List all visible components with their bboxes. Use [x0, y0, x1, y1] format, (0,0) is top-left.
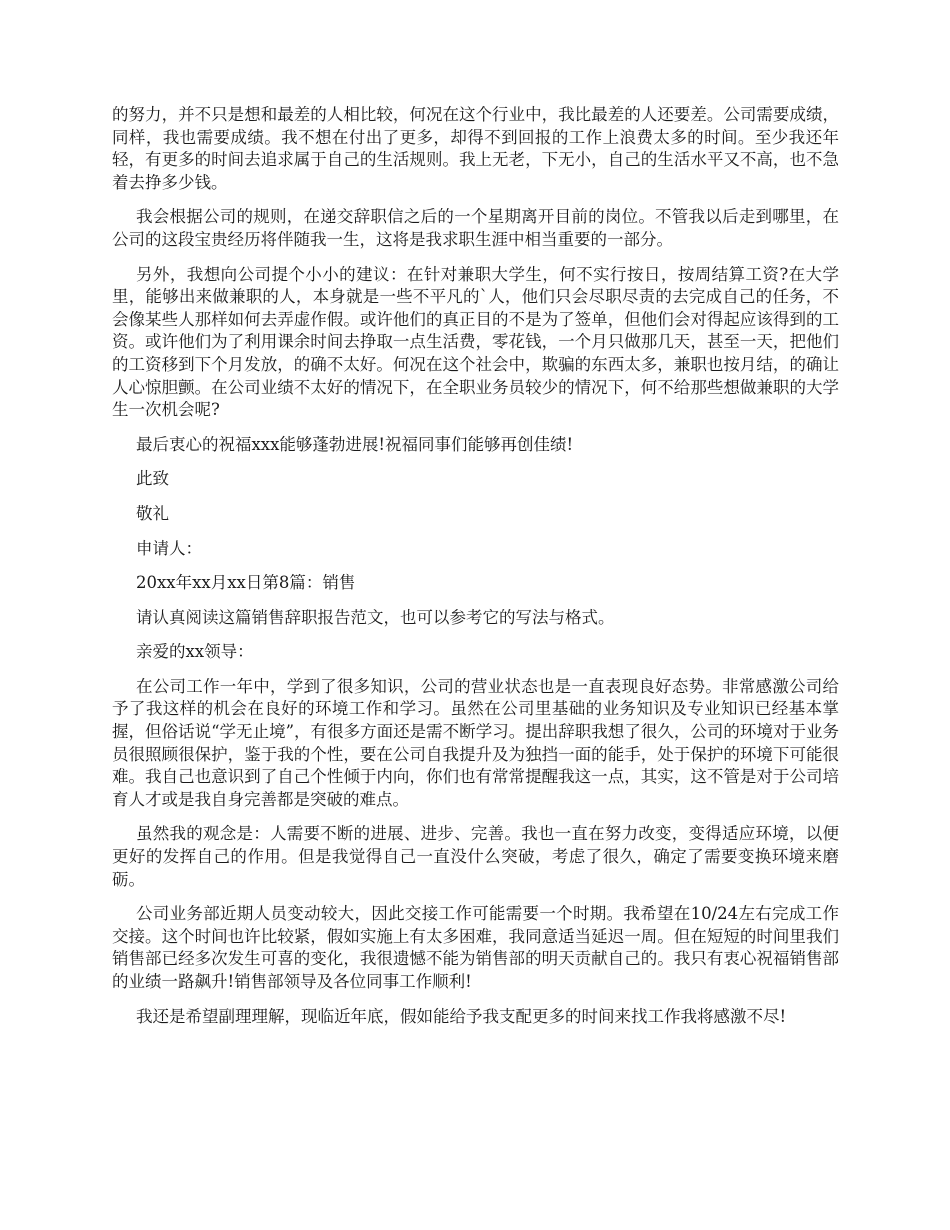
document-body [112, 104, 839, 1040]
applicant-line: 申请人： [136, 538, 202, 558]
closing-cizhi: 此致 [136, 469, 169, 489]
date-and-section-title: 20xx年xx月xx日第8篇：销售 [136, 573, 356, 593]
paragraph-handover: 公司业务部近期人员变动较大，因此交接工作可能需要一个时期。我希望在10/24左右完成工作交接。这个时间也许比较紧，假如实施上有太多困难，我同意适当延迟一周。但在短短的时间里我们销售部已经多次发生可喜的变化，我很遗憾不能为销售部的明天贡献自己的。我只有衷心祝福销售部的业绩一路飙升!销售部领导及各位同事工作顺利! [112, 904, 839, 991]
paragraph-final-request: 我还是希望副理理解，现临近年底，假如能给予我支配更多的时间来找工作我将感激不尽! [136, 1006, 787, 1026]
paragraph-blessing: 最后衷心的祝福xxx能够蓬勃进展!祝福同事们能够再创佳绩! [136, 434, 574, 454]
intro-note: 请认真阅读这篇销售辞职报告范文，也可以参考它的写法与格式。 [136, 607, 615, 627]
closing-jingli: 敬礼 [136, 503, 169, 523]
salutation: 亲爱的xx领导： [136, 642, 254, 662]
paragraph-continuation: 的努力，并不只是想和最差的人相比较，何况在这个行业中，我比最差的人还要差。公司需要成绩，同样，我也需要成绩。我不想在付出了更多，却得不到回报的工作上浪费太多的时间。至少我还年轻，有更多的时间去追求属于自己的生活规则。我上无老，下无小，自己的生活水平又不高，也不急着去挣多少钱。 [112, 105, 839, 192]
paragraph-work-experience: 在公司工作一年中，学到了很多知识，公司的营业状态也是一直表现良好态势。非常感激公司给予了我这样的机会在良好的环境工作和学习。虽然在公司里基础的业务知识及专业知识已经基本掌握，但俗话说“学无止境”，有很多方面还是需不断学习。提出辞职我想了很久，公司的环境对于业务员很照顾很保护，鉴于我的个性，要在公司自我提升及为独挡一面的能手，处于保护的环境下可能很难。我自己也意识到了自己个性倾于内向，你们也有常常提醒我这一点，其实，这不管是对于公司培育人才或是我自身完善都是突破的难点。 [112, 676, 839, 809]
paragraph-reason: 虽然我的观念是：人需要不断的进展、进步、完善。我也一直在努力改变，变得适应环境，以便更好的发挥自己的作用。但是我觉得自己一直没什么突破，考虑了很久，确定了需要变换环境来磨砺。 [112, 824, 839, 889]
paragraph-suggestion: 另外，我想向公司提个小小的建议：在针对兼职大学生，何不实行按日，按周结算工资?在大学里，能够出来做兼职的人，本身就是一些不平凡的`人，他们只会尽职尽责的去完成自己的任务，不会像某些人那样如何去弄虚作假。或许他们的真正目的不是为了签单，但他们会对得起应该得到的工资。或许他们为了利用课余时间去挣取一点生活费，零花钱，一个月只做那几天，甚至一天，把他们的工资移到下个月发放，的确不太好。何况在这个社会中，欺骗的东西太多，兼职也按月结，的确让人心惊胆颤。在公司业绩不太好的情况下，在全职业务员较少的情况下，何不给那些想做兼职的大学生一次机会呢? [112, 264, 839, 420]
paragraph-departure-plan: 我会根据公司的规则，在递交辞职信之后的一个星期离开目前的岗位。不管我以后走到哪里，在公司的这段宝贵经历将伴随我一生，这将是我求职生涯中相当重要的一部分。 [112, 207, 839, 249]
